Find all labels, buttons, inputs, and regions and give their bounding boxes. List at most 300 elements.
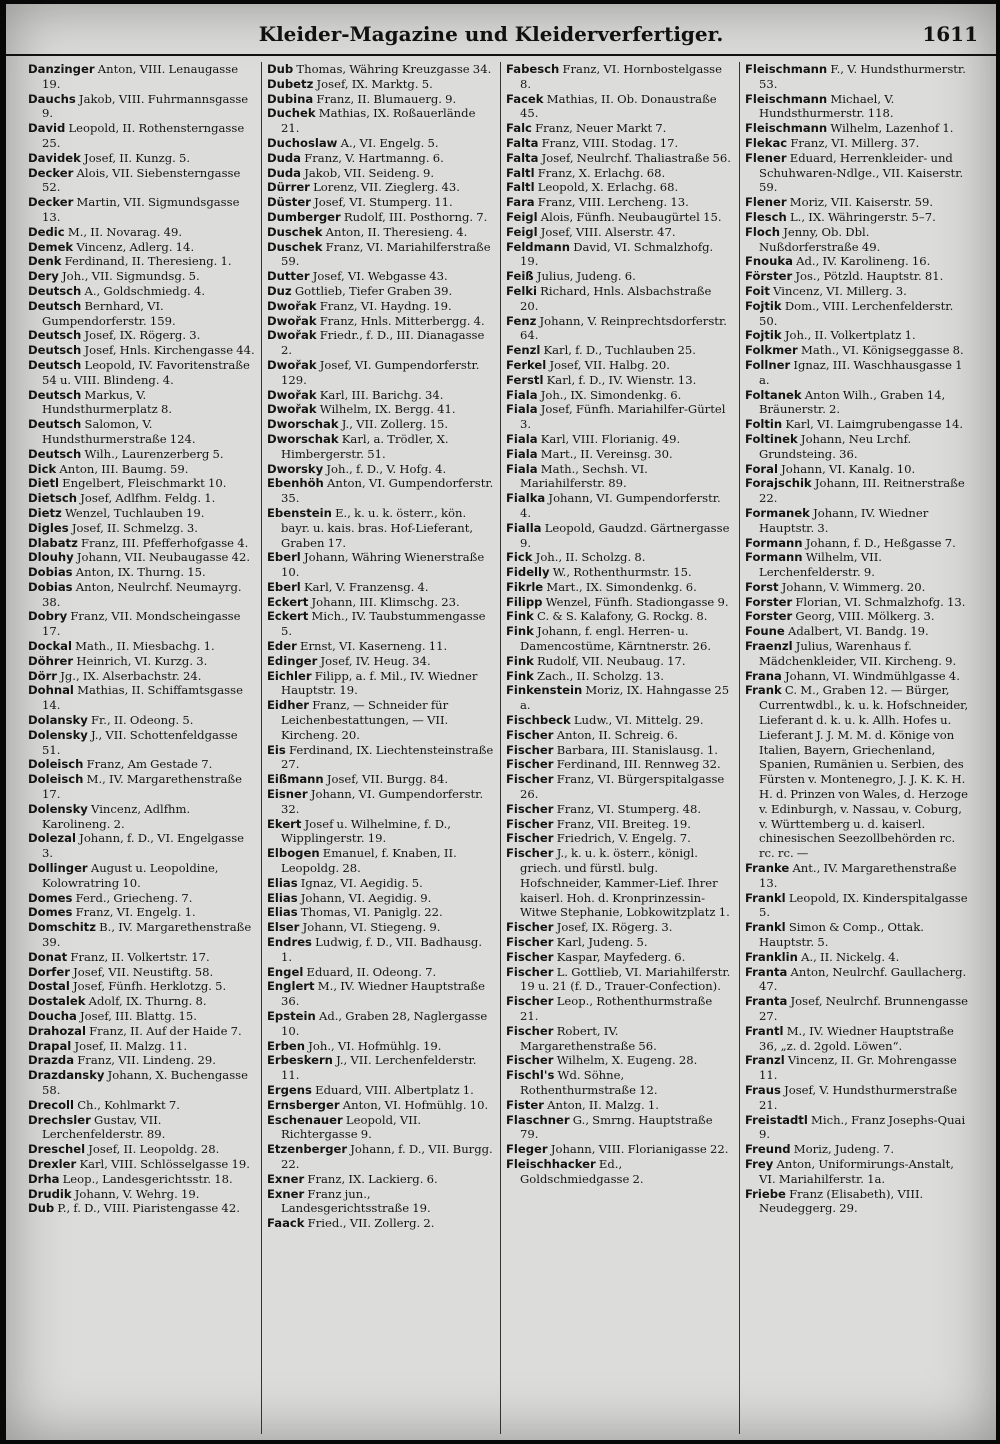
- entry-name: Frank: [745, 683, 782, 698]
- entry-details: Filipp, a. f. Mil., IV. Wiedner Hauptstr. 19.: [281, 668, 478, 698]
- entry-name: Ekert: [267, 816, 302, 831]
- entry-name: Drha: [28, 1171, 60, 1186]
- directory-entry: [28, 1009, 255, 1024]
- directory-entry: [267, 669, 494, 699]
- entry-name: Duschek: [267, 239, 323, 254]
- entry-details: Richard, Hnls. Alsbachstraße 20.: [520, 283, 712, 313]
- entry-details: G., Smrng. Hauptstraße 79.: [520, 1112, 713, 1142]
- entry-name: Elbogen: [267, 846, 320, 861]
- entry-details: Franz (Elisabeth), VIII. Neudeggerg. 29.: [759, 1186, 924, 1216]
- entry-name: Etzenberger: [267, 1142, 348, 1157]
- directory-entry: [28, 772, 255, 802]
- entry-name: Fick: [506, 550, 533, 565]
- directory-entry: [506, 151, 733, 166]
- entry-details: Josef, VII. Neustiftg. 58.: [73, 964, 214, 979]
- directory-entry: [28, 891, 255, 906]
- column-4: [745, 62, 972, 1434]
- entry-name: Eckert: [267, 609, 309, 624]
- directory-entry: [506, 210, 733, 225]
- directory-entry: [28, 1098, 255, 1113]
- directory-entry: [506, 491, 733, 521]
- entry-details: Josef, VII. Burgg. 84.: [326, 772, 449, 787]
- entry-details: Franz, III. Pfefferhofgasse 4.: [81, 535, 249, 550]
- entry-details: Ludwig, f. D., VII. Badhausg. 1.: [281, 935, 483, 964]
- entry-name: Fischer: [506, 994, 554, 1009]
- entry-details: Thomas, VI. Paniglg. 22.: [300, 905, 443, 920]
- directory-entry: [506, 831, 733, 846]
- directory-entry: [506, 314, 733, 344]
- entry-details: Franz, II. Blumauerg. 9.: [316, 91, 457, 106]
- entry-details: Moriz, IX. Hahngasse 25 a.: [520, 683, 730, 713]
- entry-name: Dedic: [28, 224, 65, 239]
- entry-name: Friebe: [745, 1186, 786, 1201]
- directory-entry: [28, 240, 255, 255]
- directory-entry: [28, 328, 255, 343]
- entry-name: Dlabatz: [28, 535, 78, 550]
- entry-details: Ferdinand, III. Rennweg 32.: [556, 757, 721, 772]
- entry-name: Fikrle: [506, 579, 544, 594]
- entry-name: Digles: [28, 520, 69, 535]
- entry-name: Drudik: [28, 1186, 72, 1201]
- directory-entry: [267, 106, 494, 136]
- entry-details: Joh., IX. Simondenkg. 6.: [540, 387, 682, 402]
- entry-details: Franz, VI. Millerg. 37.: [790, 135, 920, 150]
- entry-name: Dub: [267, 62, 294, 76]
- entry-details: Moriz, Judeng. 7.: [793, 1142, 895, 1157]
- entry-details: Florian, VI. Schmalzhofg. 13.: [795, 594, 966, 609]
- directory-entry: [267, 284, 494, 299]
- directory-entry: [506, 802, 733, 817]
- entry-details: J., VII. Lerchenfelderstr. 11.: [281, 1053, 477, 1083]
- entry-name: Fiala: [506, 431, 538, 446]
- entry-details: Barbara, III. Stanislausg. 1.: [556, 742, 718, 757]
- entry-name: Falta: [506, 135, 539, 150]
- directory-entry: [745, 639, 972, 669]
- entry-name: Fojtik: [745, 328, 782, 343]
- directory-entry: [267, 1187, 494, 1217]
- directory-entry: [267, 476, 494, 506]
- entry-details: Johann, VI. Gumpendorferstr. 4.: [520, 491, 721, 520]
- entry-name: Fenz: [506, 313, 537, 328]
- entry-details: Leopold, IX. Kinderspitalgasse 5.: [759, 890, 968, 920]
- entry-name: Flener: [745, 150, 787, 165]
- entry-details: Leop., Rothenthurmstraße 21.: [520, 994, 713, 1023]
- directory-entry: [267, 905, 494, 920]
- entry-name: Frantl: [745, 1023, 784, 1038]
- entry-name: Foune: [745, 624, 785, 639]
- page-number: 1611: [922, 22, 978, 46]
- directory-entry: [28, 476, 255, 491]
- directory-entry: [506, 935, 733, 950]
- directory-entry: [506, 121, 733, 136]
- entry-details: Johann, f. D., VII. Burgg. 22.: [281, 1142, 493, 1171]
- directory-entry: [267, 166, 494, 181]
- entry-name: Dörr: [28, 668, 58, 683]
- directory-entry: [745, 669, 972, 684]
- entry-details: Karl, VI. Laimgrubengasse 14.: [785, 417, 964, 432]
- entry-name: Fiala: [506, 461, 538, 476]
- entry-name: Fleischmann: [745, 62, 828, 76]
- entry-details: Josef, II. Kunzg. 5.: [84, 150, 191, 165]
- directory-entry: [506, 1142, 733, 1157]
- directory-entry: [28, 284, 255, 299]
- entry-details: Wilhelm, VII. Lerchenfelderstr. 9.: [759, 550, 882, 580]
- entry-details: Karl, III. Barichg. 34.: [319, 387, 444, 402]
- entry-details: Josef, VI. Stumperg. 11.: [314, 195, 453, 210]
- entry-details: Anton, VI. Hofmühlg. 10.: [342, 1097, 489, 1112]
- directory-entry: [267, 846, 494, 876]
- entry-details: Jakob, VII. Seideng. 9.: [304, 165, 435, 180]
- directory-entry: [745, 1083, 972, 1113]
- entry-details: Ignaz, VI. Aegidig. 5.: [300, 875, 423, 890]
- entry-name: Dolansky: [28, 713, 88, 728]
- directory-entry: [28, 580, 255, 610]
- entry-name: Formann: [745, 535, 803, 550]
- entry-details: Johann, IV. Wiedner Hauptstr. 3.: [759, 505, 929, 535]
- entry-details: Johann, VIII. Florianigasse 22.: [550, 1142, 729, 1157]
- entry-name: Dolensky: [28, 727, 88, 742]
- entry-name: Deutsch: [28, 328, 82, 343]
- directory-entry: [506, 462, 733, 492]
- entry-name: Fischer: [506, 1053, 554, 1068]
- directory-entry: [745, 1024, 972, 1054]
- entry-name: Filipp: [506, 594, 543, 609]
- entry-name: Franklin: [745, 949, 798, 964]
- directory-entry: [267, 314, 494, 329]
- directory-entry: [267, 1039, 494, 1054]
- entry-details: Anton, II. Theresieng. 4.: [325, 224, 468, 239]
- entry-details: Anton, VIII. Lenaugasse 19.: [42, 62, 239, 91]
- directory-entry: [28, 388, 255, 418]
- directory-entry: [506, 950, 733, 965]
- directory-entry: [506, 772, 733, 802]
- directory-entry: [267, 388, 494, 403]
- directory-entry: [745, 136, 972, 151]
- entry-name: Davidek: [28, 150, 81, 165]
- entry-details: Anton, VI. Gumpendorferstr. 35.: [281, 476, 494, 506]
- directory-entry: [745, 210, 972, 225]
- entry-name: Dwořak: [267, 313, 317, 328]
- entry-name: Facek: [506, 91, 544, 106]
- entry-name: Drahozal: [28, 1023, 86, 1038]
- entry-details: W., Rothenthurmstr. 15.: [552, 565, 692, 580]
- entry-details: J., VII. Zollerg. 15.: [341, 417, 449, 432]
- directory-entry: [267, 328, 494, 358]
- directory-entry: [28, 757, 255, 772]
- directory-entry: [28, 683, 255, 713]
- entry-details: Johann, VI. Windmühlgasse 4.: [784, 668, 960, 683]
- directory-entry: [745, 299, 972, 329]
- entry-name: Fischer: [506, 935, 554, 950]
- directory-entry: [267, 77, 494, 92]
- entry-name: Foltanek: [745, 387, 802, 402]
- entry-details: Johann, V. Reinprechtsdorferstr. 64.: [520, 313, 727, 343]
- entry-details: Josef, Adlfhm. Feldg. 1.: [80, 491, 216, 506]
- entry-name: Franta: [745, 964, 788, 979]
- directory-entry: [267, 1172, 494, 1187]
- directory-entry: [267, 417, 494, 432]
- entry-details: Ant., IV. Margarethenstraße 13.: [759, 861, 957, 890]
- directory-entry: [267, 225, 494, 240]
- entry-details: Josef, IX. Rögerg. 3.: [556, 920, 673, 935]
- directory-entry: [506, 920, 733, 935]
- entry-details: Franz, X. Erlachg. 68.: [537, 165, 666, 180]
- entry-name: Dobias: [28, 565, 73, 580]
- entry-details: Franz, II. Volkertstr. 17.: [70, 949, 210, 964]
- entry-details: Ignaz, III. Waschhausgasse 1 a.: [759, 357, 963, 387]
- directory-entry: [28, 565, 255, 580]
- column-1: [28, 62, 255, 1434]
- entry-name: Fischer: [506, 742, 554, 757]
- entry-details: Anton, Uniformirungs-Anstalt, VI. Mariahilferstr. 1a.: [759, 1156, 954, 1186]
- entry-details: Johann, VI. Aegidig. 9.: [300, 890, 432, 905]
- directory-entry: [28, 1157, 255, 1172]
- entry-name: Domschitz: [28, 920, 96, 935]
- entry-details: Julius, Warenhaus f. Mädchenkleider, VII. Kircheng. 9.: [759, 639, 957, 668]
- column-divider: [500, 62, 501, 1434]
- directory-entry: [506, 1113, 733, 1143]
- entry-name: Eschenauer: [267, 1112, 343, 1127]
- entry-name: Drapal: [28, 1038, 72, 1053]
- directory-entry: [506, 743, 733, 758]
- entry-details: Gottlieb, Tiefer Graben 39.: [294, 283, 453, 298]
- entry-name: Deutsch: [28, 298, 82, 313]
- directory-entry: [28, 802, 255, 832]
- entry-details: Alois, Fünfh. Neubaugürtel 15.: [540, 209, 722, 224]
- entry-name: Deutsch: [28, 283, 82, 298]
- entry-name: Doleisch: [28, 772, 84, 787]
- entry-name: Dwořak: [267, 402, 317, 417]
- entry-name: Folkmer: [745, 343, 798, 358]
- entry-details: Jenny, Ob. Dbl. Nußdorferstraße 49.: [759, 224, 881, 254]
- directory-entry: [745, 195, 972, 210]
- directory-entry: [506, 92, 733, 122]
- entry-name: Forst: [745, 579, 779, 594]
- entry-details: Emanuel, f. Knaben, II. Leopoldg. 28.: [281, 846, 457, 876]
- entry-details: Heinrich, VI. Kurzg. 3.: [76, 653, 208, 668]
- page-title: Kleider-Magazine und Kleiderverfertiger.: [258, 22, 724, 46]
- entry-name: Dollinger: [28, 861, 88, 876]
- directory-entry: [28, 92, 255, 122]
- entry-name: Eberl: [267, 550, 301, 565]
- entry-name: Feldmann: [506, 239, 570, 254]
- directory-entry: [506, 373, 733, 388]
- entry-details: Gustav, VII. Lerchenfelderstr. 89.: [42, 1112, 166, 1142]
- directory-entry: [267, 462, 494, 477]
- entry-name: Edinger: [267, 653, 318, 668]
- entry-name: Fischer: [506, 757, 554, 772]
- entry-name: Dery: [28, 269, 59, 284]
- entry-details: Josef, VI. Gumpendorferstr. 129.: [281, 357, 480, 387]
- entry-name: Förster: [745, 269, 793, 284]
- entry-details: August u. Leopoldine, Kolowratring 10.: [42, 861, 219, 890]
- entry-details: Franz, VI. Hornbostelgasse 8.: [520, 62, 722, 91]
- entry-details: Bernhard, VI. Gumpendorferstr. 159.: [42, 298, 176, 328]
- entry-name: Fischer: [506, 949, 554, 964]
- entry-details: Johann, X. Buchengasse 58.: [42, 1068, 248, 1097]
- entry-name: Englert: [267, 979, 315, 994]
- entry-name: Frankl: [745, 890, 786, 905]
- entry-name: Faltl: [506, 165, 535, 180]
- entry-details: Kaspar, Mayfederg. 6.: [556, 949, 686, 964]
- entry-details: Johann, Neu Lrchf. Grundsteing. 36.: [759, 431, 912, 461]
- directory-entry: [267, 92, 494, 107]
- entry-details: Karl, V. Franzensg. 4.: [303, 579, 429, 594]
- entry-details: M., II. Novarag. 49.: [67, 224, 183, 239]
- entry-name: Duchoslaw: [267, 135, 338, 150]
- entry-details: Josef, Neulrchf. Brunnengasse 27.: [759, 994, 969, 1023]
- directory-entry: [745, 1053, 972, 1083]
- entry-details: Anton Wilh., Graben 14, Bräunerstr. 2.: [759, 387, 946, 417]
- entry-name: Eisner: [267, 787, 308, 802]
- directory-entry: [28, 491, 255, 506]
- directory-entry: [267, 979, 494, 1009]
- entry-details: Ch., Kohlmarkt 7.: [77, 1097, 180, 1112]
- entry-details: Mich., IV. Taubstummengasse 5.: [281, 609, 486, 639]
- directory-entry: [267, 62, 494, 77]
- entry-name: Formanek: [745, 505, 810, 520]
- directory-entry: [267, 358, 494, 388]
- entry-name: Ergens: [267, 1082, 312, 1097]
- entry-name: Fischbeck: [506, 713, 571, 728]
- entry-details: Jg., IX. Alserbachstr. 24.: [60, 668, 202, 683]
- entry-name: Fnouka: [745, 254, 793, 269]
- entry-details: Franz, VI. Haydng. 19.: [319, 298, 452, 313]
- directory-entry: [506, 388, 733, 403]
- entry-name: Flener: [745, 195, 787, 210]
- entry-name: Franta: [745, 994, 788, 1009]
- directory-entry: [506, 550, 733, 565]
- entry-details: Wilh., Laurenzerberg 5.: [84, 446, 224, 461]
- directory-entry: [506, 565, 733, 580]
- entry-name: Fraenzl: [745, 639, 793, 654]
- directory-entry: [745, 358, 972, 388]
- column-2: [267, 62, 494, 1434]
- entry-name: Deutsch: [28, 417, 82, 432]
- entry-details: Josef u. Wilhelmine, f. D., Wipplingerstr. 19.: [281, 816, 451, 846]
- entry-name: Fischer: [506, 1023, 554, 1038]
- entry-name: Fara: [506, 195, 535, 210]
- entry-name: Fleischhacker: [506, 1156, 596, 1171]
- entry-details: Anton, III. Baumg. 59.: [59, 461, 189, 476]
- entry-details: Karl, Judeng. 5.: [556, 935, 648, 950]
- directory-entry: [28, 358, 255, 388]
- entry-name: Fleischmann: [745, 121, 828, 136]
- entry-name: Dworschak: [267, 431, 339, 446]
- entry-details: Georg, VIII. Mölkerg. 3.: [795, 609, 935, 624]
- directory-entry: [506, 225, 733, 240]
- entry-details: Karl, f. D., IV. Wienstr. 13.: [546, 372, 697, 387]
- entry-details: Franz, IX. Lackierg. 6.: [307, 1171, 438, 1186]
- entry-details: Karl, VIII. Florianig. 49.: [540, 431, 681, 446]
- entry-name: Dworschak: [267, 417, 339, 432]
- directory-entry: [28, 1068, 255, 1098]
- entry-details: Johann, f. D., VI. Engelgasse 3.: [42, 831, 245, 861]
- directory-entry: [745, 536, 972, 551]
- entry-details: Math., Sechsh. VI. Mariahilferstr. 89.: [520, 461, 648, 491]
- directory-entry: [267, 432, 494, 462]
- directory-entry: [506, 609, 733, 624]
- directory-entry: [267, 609, 494, 639]
- entry-name: Faack: [267, 1216, 305, 1231]
- directory-entry: [28, 994, 255, 1009]
- entry-name: Drechsler: [28, 1112, 91, 1127]
- entry-name: Fojtik: [745, 298, 782, 313]
- entry-details: Mathias, II. Schiffamtsgasse 14.: [42, 683, 243, 713]
- entry-details: Franz, Hnls. Mitterbergg. 4.: [319, 313, 485, 328]
- entry-name: Deutsch: [28, 387, 82, 402]
- directory-entry: [745, 225, 972, 255]
- entry-name: Dobry: [28, 609, 68, 624]
- directory-entry: [506, 595, 733, 610]
- entry-details: Josef, II. Malzg. 11.: [74, 1038, 187, 1053]
- directory-entry: [745, 609, 972, 624]
- entry-name: Dolensky: [28, 801, 88, 816]
- directory-entry: [506, 447, 733, 462]
- entry-name: Duchek: [267, 106, 316, 121]
- directory-entry: [506, 521, 733, 551]
- entry-details: Ferdinand, II. Theresieng. 1.: [64, 254, 232, 269]
- directory-entry: [28, 861, 255, 891]
- directory-entry: [28, 62, 255, 92]
- entry-details: Eduard, Herrenkleider- und Schuhwaren-Ndlge., VII. Kaiserstr. 59.: [759, 150, 964, 195]
- entry-details: Johann, f. engl. Herren- u. Damencostüme, Kärntnerstr. 26.: [520, 624, 712, 654]
- entry-details: Ad., Graben 28, Naglergasse 10.: [281, 1009, 488, 1038]
- entry-name: Fischer: [506, 964, 554, 979]
- directory-entry: [267, 151, 494, 166]
- entry-details: Josef, VI. Webgasse 43.: [312, 269, 448, 284]
- entry-name: Dostal: [28, 979, 70, 994]
- directory-entry: [506, 669, 733, 684]
- entry-name: Fischer: [506, 816, 554, 831]
- directory-entry: [267, 240, 494, 270]
- entry-details: Wilhelm, X. Eugeng. 28.: [556, 1053, 698, 1068]
- directory-entry: [28, 462, 255, 477]
- entry-name: Felki: [506, 283, 537, 298]
- entry-details: Wenzel, Tuchlauben 19.: [64, 505, 205, 520]
- directory-entry: [28, 254, 255, 269]
- directory-entry: [745, 861, 972, 891]
- directory-entry: [28, 299, 255, 329]
- entry-details: Friedrich, V. Engelg. 7.: [556, 831, 691, 846]
- directory-entry: [506, 1053, 733, 1068]
- directory-entry: [28, 506, 255, 521]
- entry-details: Johann, III. Klimschg. 23.: [311, 594, 460, 609]
- entry-details: L. Gottlieb, VI. Mariahilferstr. 19 u. 21 (f. D., Trauer-Confection).: [520, 964, 731, 994]
- directory-entry: [506, 1157, 733, 1187]
- entry-name: Dietsch: [28, 491, 78, 506]
- directory-entry: [506, 432, 733, 447]
- directory-entry: [267, 210, 494, 225]
- entry-details: Math., II. Miesbachg. 1.: [75, 639, 215, 654]
- entry-name: Dubina: [267, 91, 314, 106]
- entry-details: Franz, VII. Breiteg. 19.: [556, 816, 691, 831]
- entry-details: Adalbert, VI. Bandg. 19.: [787, 624, 929, 639]
- entry-details: Martin, VII. Sigmundsgasse 13.: [42, 195, 240, 224]
- directory-entry: [28, 669, 255, 684]
- entry-details: A., II. Nickelg. 4.: [801, 949, 900, 964]
- entry-name: Dick: [28, 461, 57, 476]
- entry-name: Epstein: [267, 1009, 316, 1023]
- entry-name: Feigl: [506, 209, 538, 224]
- entry-details: Josef, II. Leopoldg. 28.: [88, 1142, 220, 1157]
- entry-details: Vincenz, VI. Millerg. 3.: [773, 283, 907, 298]
- entry-details: Johann, VI. Gumpendorferstr. 32.: [281, 787, 484, 816]
- entry-name: Fleischmann: [745, 91, 828, 106]
- entry-details: Josef, Neulrchf. Thaliastraße 56.: [541, 150, 731, 165]
- entry-details: Anton, Neulrchf. Neumayrg. 38.: [42, 579, 242, 609]
- entry-details: Franz, — Schneider für Leichenbestattungen, — VII. Kircheng. 20.: [281, 698, 449, 742]
